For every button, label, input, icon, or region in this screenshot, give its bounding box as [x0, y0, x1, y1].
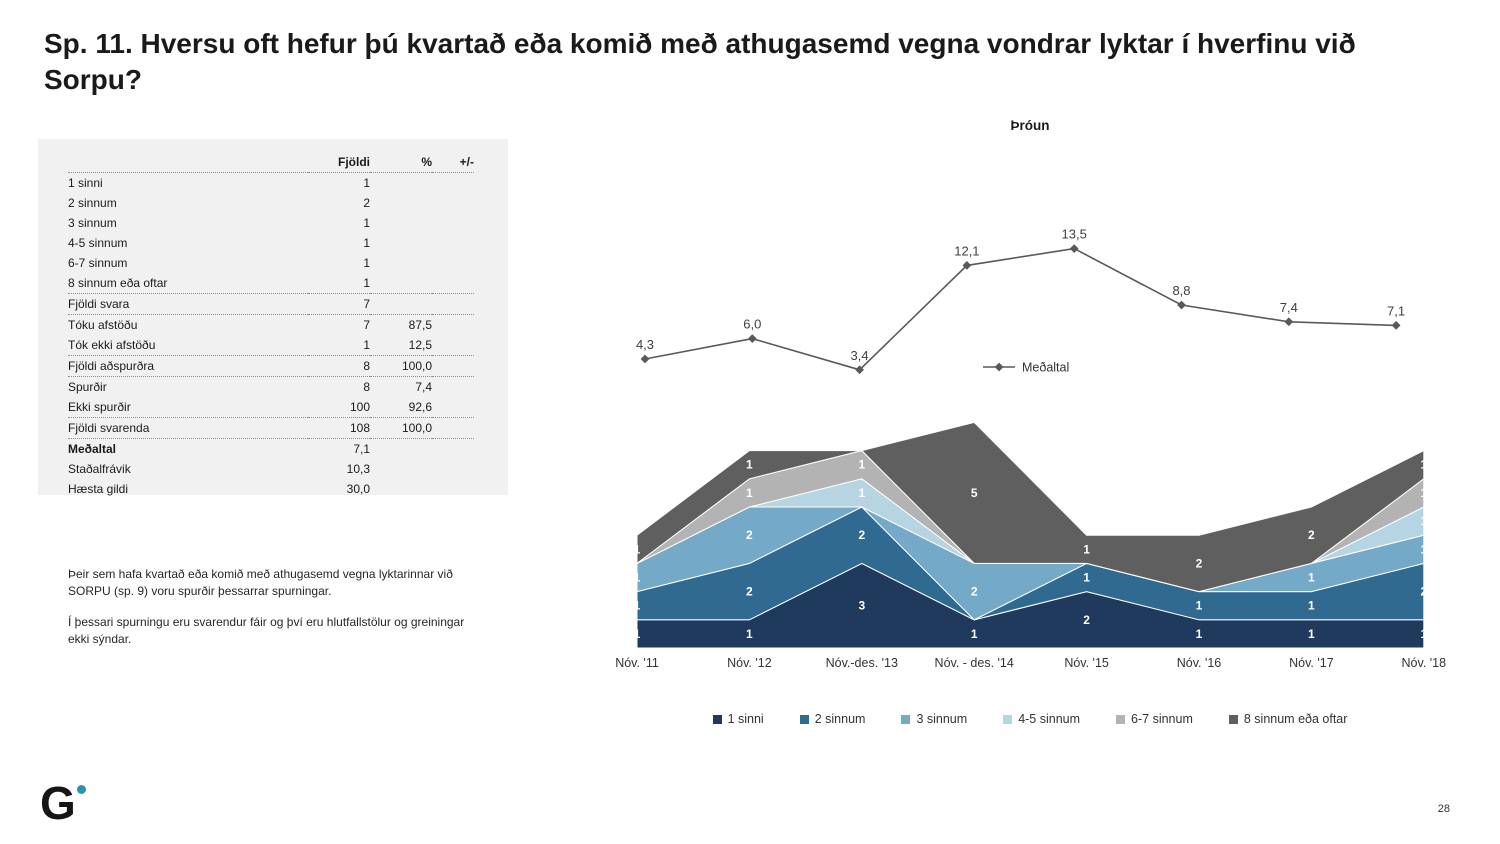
legend-item: [1003, 712, 1080, 726]
row-label: Fjöldi aðspurðra: [68, 356, 308, 377]
header-count: Fjöldi: [308, 152, 370, 173]
stack-value-label: 1: [858, 457, 866, 472]
table-row: [68, 193, 474, 213]
trend-point-marker: [1284, 317, 1293, 326]
row-percent: [370, 273, 432, 294]
trend-legend: [983, 361, 1069, 375]
stack-value-label: 2: [746, 584, 753, 599]
trend-point-label: 12,1: [954, 243, 980, 259]
row-label: Fjöldi svarenda: [68, 418, 308, 439]
stack-value-label: 1: [1195, 626, 1203, 641]
stacked-chart-svg: [615, 413, 1485, 688]
stack-value-label: 2: [1195, 556, 1203, 571]
table-header-row: [68, 152, 474, 173]
row-label: 8 sinnum eða oftar: [68, 273, 308, 294]
stack-value-label: 1: [1420, 514, 1428, 529]
row-label: Staðalfrávik: [68, 462, 131, 476]
row-plusminus: [432, 397, 474, 418]
row-percent: [370, 439, 432, 460]
row-percent: 7,4: [415, 380, 432, 394]
row-plusminus: [432, 193, 474, 213]
table-row: [68, 377, 474, 398]
legend-swatch-icon: [1116, 715, 1125, 724]
x-axis-label: Nóv. '15: [1064, 656, 1109, 670]
stack-value-label: 3: [858, 598, 866, 613]
row-count: 7,1: [353, 442, 370, 456]
table-row: [68, 356, 474, 377]
row-plusminus: [432, 335, 474, 356]
trend-chart: [590, 118, 1470, 418]
legend-swatch-icon: [1003, 715, 1012, 724]
stack-value-label: 5: [970, 485, 978, 500]
row-count: 8: [308, 356, 370, 377]
legend-item: [713, 712, 764, 726]
legend-label: 8 sinnum eða oftar: [1243, 712, 1348, 726]
legend-label: 6-7 sinnum: [1131, 712, 1193, 726]
stack-value-label: 1: [633, 598, 641, 613]
row-count: 7: [363, 318, 370, 332]
row-count: 7: [308, 294, 370, 315]
stack-value-label: 2: [1308, 528, 1315, 543]
row-percent: 87,5: [408, 318, 432, 332]
stack-value-label: 1: [1420, 485, 1428, 500]
trend-point-marker: [1392, 321, 1401, 330]
row-percent: 92,6: [370, 397, 432, 418]
table-row: [68, 418, 474, 439]
stats-table-body: [68, 173, 474, 500]
legend-label: 2 sinnum: [814, 712, 866, 726]
row-label: Spurðir: [68, 380, 107, 394]
row-plusminus: [432, 439, 474, 460]
table-row: [68, 294, 474, 315]
stack-value-label: 1: [1308, 626, 1315, 641]
stack-value-label: 1: [746, 626, 753, 641]
row-label: Hæsta gildi: [68, 482, 129, 496]
trend-point-marker: [641, 355, 650, 364]
row-plusminus: [432, 233, 474, 253]
stacked-legend: [590, 712, 1470, 726]
row-count: 1: [308, 335, 370, 356]
stack-value-label: 1: [633, 570, 641, 585]
note-paragraph-1: Þeir sem hafa kvartað eða komið með athugasemd vegna lyktarinnar við SORPU (sp. 9) voru spurðir þessarrar spurningar.: [68, 567, 453, 598]
gallup-logo: [40, 777, 100, 834]
trend-point-marker: [748, 334, 757, 343]
legend-swatch-icon: [901, 715, 910, 724]
stack-value-label: 2: [1083, 612, 1090, 627]
row-plusminus: [432, 253, 474, 273]
stack-value-label: 1: [746, 457, 753, 472]
row-label: 1 sinni: [68, 176, 103, 190]
stack-value-label: 1: [633, 626, 641, 641]
x-axis-label: Nóv. - des. '14: [934, 656, 1014, 670]
table-row: [68, 397, 474, 418]
row-percent: [370, 193, 432, 213]
header-label: [68, 152, 308, 173]
legend-swatch-icon: [1229, 715, 1238, 724]
row-count: 1: [363, 256, 370, 270]
legend-label: 4-5 sinnum: [1018, 712, 1081, 726]
row-percent: 12,5: [370, 335, 432, 356]
row-plusminus: [432, 273, 474, 294]
row-label: Ekki spurðir: [68, 397, 308, 418]
stack-value-label: 1: [1420, 626, 1428, 641]
trend-point-label: 8,8: [1172, 283, 1191, 298]
row-percent: [370, 213, 432, 233]
table-row: [68, 459, 474, 479]
row-count: 1: [363, 216, 370, 230]
row-count: 30,0: [346, 482, 370, 496]
legend-label: 1 sinni: [727, 712, 764, 726]
stack-value-label: 1: [970, 626, 978, 641]
stack-value-label: 1: [746, 485, 753, 500]
row-plusminus: [432, 315, 474, 336]
table-row: [68, 253, 474, 273]
row-count: 2: [363, 196, 370, 210]
stack-value-label: 1: [1195, 598, 1203, 613]
stack-value-label: 1: [1420, 542, 1428, 557]
row-label: 3 sinnum: [68, 216, 117, 230]
trend-point-marker: [1177, 301, 1186, 310]
trend-chart-title: Þróun: [1010, 118, 1050, 133]
row-percent: [370, 173, 432, 194]
stack-value-label: 1: [1308, 598, 1315, 613]
x-axis-label: Nóv. '11: [615, 656, 659, 670]
trend-chart-svg: [590, 135, 1470, 415]
stats-table: [68, 152, 474, 499]
legend-item: [901, 712, 967, 726]
stack-value-label: 1: [1420, 457, 1428, 472]
row-label: 6-7 sinnum: [68, 256, 128, 270]
legend-swatch-icon: [713, 715, 722, 724]
row-percent: 100,0: [370, 356, 432, 377]
stack-value-label: 1: [1308, 570, 1315, 585]
stats-table-panel: [38, 139, 508, 495]
legend-item: [800, 712, 866, 726]
row-plusminus: [432, 459, 474, 479]
header-plusminus: +/-: [432, 152, 474, 173]
note-paragraph-2: Í þessari spurningu eru svarendur fáir og því eru hlutfallstölur og greiningar ekki sýndar.: [68, 615, 465, 646]
row-percent: [370, 459, 432, 479]
row-plusminus: [432, 173, 474, 194]
x-axis-label: Nóv. '18: [1401, 656, 1447, 670]
trend-point-label: 4,3: [635, 337, 655, 352]
row-plusminus: [432, 418, 474, 439]
row-percent: [370, 253, 432, 273]
page-title: Sp. 11. Hversu oft hefur þú kvartað eða komið með athugasemd vegna vondrar lyktar í hverfinu við Sorpu?: [44, 28, 1356, 95]
stack-value-label: 2: [970, 584, 978, 599]
stack-value-label: 1: [858, 485, 866, 500]
row-label: 2 sinnum: [68, 196, 117, 210]
row-percent: [370, 479, 432, 499]
trend-point-label: 13,5: [1061, 226, 1087, 242]
stack-value-label: 1: [633, 542, 641, 557]
table-row: [68, 173, 474, 194]
stack-value-label: 2: [858, 528, 866, 543]
x-axis-label: Nóv. '17: [1289, 656, 1334, 670]
page-number: 28: [1437, 803, 1450, 815]
stacked-area-chart: [615, 413, 1485, 688]
logo-letter: G: [40, 777, 75, 829]
row-percent: [370, 233, 432, 253]
row-count: 1: [363, 176, 370, 190]
row-label: 4-5 sinnum: [68, 236, 128, 250]
row-plusminus: [432, 479, 474, 499]
table-row: [68, 335, 474, 356]
table-row: [68, 315, 474, 336]
row-plusminus: [432, 213, 474, 233]
row-plusminus: [432, 294, 474, 315]
x-axis-label: Nóv. '12: [727, 656, 772, 670]
stack-value-label: 2: [1420, 584, 1428, 599]
legend-label: 3 sinnum: [916, 712, 968, 726]
trend-point-label: 7,1: [1387, 303, 1406, 319]
row-count: 10,3: [346, 462, 370, 476]
row-label: Fjöldi svara: [68, 294, 308, 315]
row-count: 108: [308, 418, 370, 439]
row-count: 100: [308, 397, 370, 418]
x-axis-label: Nóv. '16: [1176, 656, 1222, 670]
table-row: [68, 233, 474, 253]
stack-value-label: 1: [1083, 542, 1090, 557]
row-count: 1: [308, 273, 370, 294]
table-row: [68, 213, 474, 233]
row-label: Tók ekki afstöðu: [68, 335, 308, 356]
row-label: Tóku afstöðu: [68, 318, 138, 332]
row-percent: [370, 294, 432, 315]
table-row: [68, 273, 474, 294]
table-row: [68, 439, 474, 460]
trend-point-label: 7,4: [1279, 299, 1298, 315]
trend-point-marker: [1070, 244, 1079, 253]
row-count: 8: [363, 380, 370, 394]
row-plusminus: [432, 356, 474, 377]
legend-item: [1116, 712, 1193, 726]
notes: [68, 566, 468, 647]
logo-dot-icon: [77, 785, 86, 794]
svg-text:Meðaltal: Meðaltal: [1022, 360, 1070, 375]
row-count: 1: [363, 236, 370, 250]
header-percent: %: [370, 152, 432, 173]
row-label: Meðaltal: [68, 442, 117, 456]
table-row: [68, 479, 474, 499]
row-plusminus: [432, 377, 474, 398]
stack-value-label: 1: [1083, 570, 1090, 585]
row-percent: 100,0: [370, 418, 432, 439]
legend-item: [1229, 712, 1348, 726]
legend-swatch-icon: [800, 715, 809, 724]
stack-value-label: 2: [746, 528, 753, 543]
trend-point-label: 6,0: [743, 316, 762, 332]
x-axis-label: Nóv.-des. '13: [825, 656, 898, 670]
trend-point-label: 3,4: [850, 347, 869, 363]
